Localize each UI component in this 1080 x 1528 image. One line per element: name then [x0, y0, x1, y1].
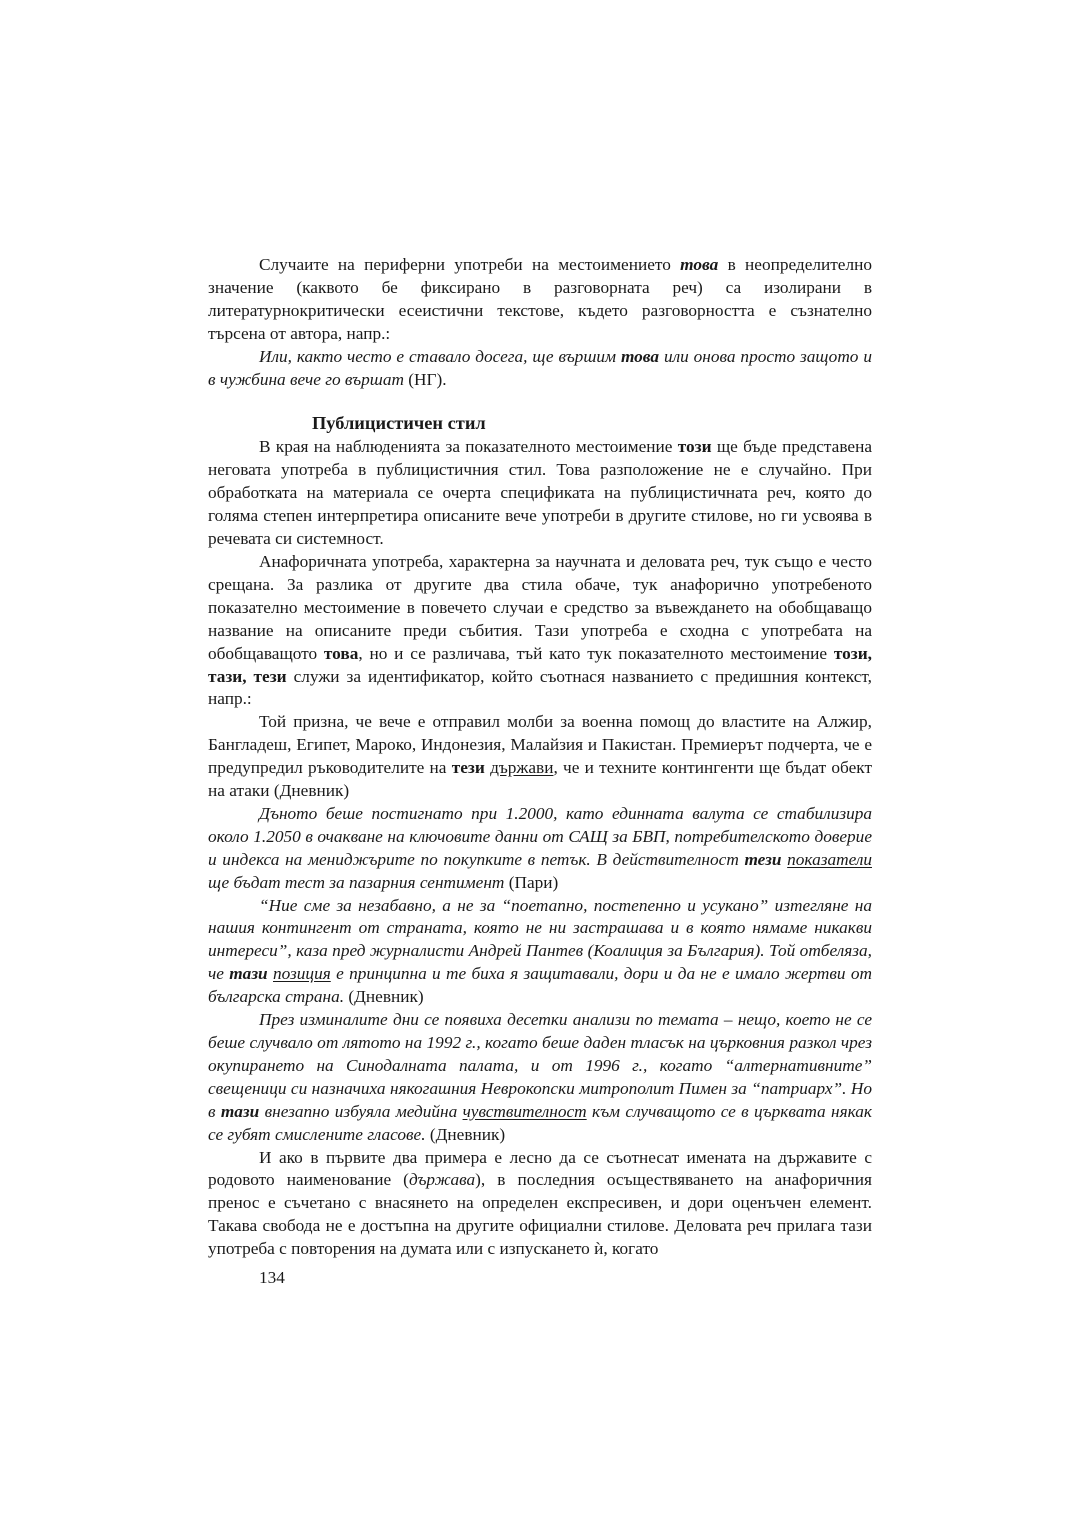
text-run: Той призна, че вече е отправил молби за военна помощ до властите на Алжир, Бангладеш, Египет, Мароко, Индонезия, Малайзия и Пакистан. Премиерът подчерта, че е предупредил ръководителите на: [208, 712, 872, 778]
text-run: ще бъдат тест за пазарния сентимент: [208, 872, 505, 892]
paragraph: [208, 254, 872, 346]
text-run: тези: [744, 849, 782, 869]
text-run: (Дневник): [425, 1124, 506, 1144]
text-run: ще бъде представена неговата употреба в публицистичния стил. Това разположение не е случайно. При обработката на материала се очерта спецификата на публицистичната реч, която до голяма степен интерпретира описаните вече употреби в другите стилове, но ги усвоява в речевата си системност.: [208, 437, 872, 549]
text-run: тези: [451, 758, 485, 778]
text-run: През изминалите дни се появиха десетки анализи по темата – нещо, което не се беше случвало от лятото на 1992 г., когато беше даден тласък на църковния разкол чрез окупирането на Синодалната палата, и от 1996 г., когато “алтернативните” свещеници си назначиха някогашния Неврокопски митрополит Пимен за “патриарх”. Но в: [208, 1010, 872, 1121]
text-run: ), в последния осъществяването на анафоричния пренос е съчетано с внасянето на определен експресивен, и дори оценъчен елемент. Такава свобода не е достъпна на другите официални стилове. Деловата реч прилага тази употреба с повторения на думата или с изпускането ѝ, когато: [208, 1170, 872, 1259]
page-body: [208, 254, 872, 1261]
paragraph: [208, 436, 872, 551]
text-run: държави: [490, 758, 554, 778]
text-run: “Ние сме за незабавно, а не за “поетапно, постепенно и усукано” изтегляне на нашия контингент от страната, която не ни застрашава и в която нямаме никакви интереси”, каза пред журналисти Андрей Пантев (Коалиция за България). Той отбеляза, че: [208, 895, 872, 984]
text-run: Дъното беше постигнато при 1.2000, като единната валута се стабилизира около 1.2050 в очакване на ключовите данни от САЩ за БВП, потребителското доверие и индекса на мениджърите по покупките в петък. В действителност: [208, 803, 872, 869]
example-quote: [208, 1009, 872, 1146]
top-paragraphs: [208, 254, 872, 391]
text-run: това: [323, 643, 359, 663]
text-run: това: [620, 346, 660, 366]
section-paragraphs: [208, 436, 872, 1261]
text-run: този, тази, тези: [208, 643, 872, 686]
text-run: , но и се различава, тъй като тук показателното местоимение: [358, 643, 834, 663]
example-quote: [208, 711, 872, 803]
text-run: чувствителност: [462, 1101, 587, 1121]
section-heading: Публицистичен стил: [312, 413, 486, 434]
text-run: държава: [408, 1170, 476, 1190]
example-quote: [208, 895, 872, 1010]
text-run: служи за идентификатор, който съотнася названието с предишния контекст, напр.:: [208, 666, 872, 709]
text-run: , че и техните контингенти ще бъдат обект на атаки (Дневник): [208, 758, 873, 801]
text-run: е принципна и те биха я защитавали, дори и да не е имало жертви от българска страна.: [208, 964, 872, 1007]
text-run: Случаите на периферни употреби на местоимението: [259, 255, 681, 274]
text-run: Или, както често е ставало досега, ще вършим: [259, 346, 621, 366]
text-run: този: [677, 437, 712, 457]
text-run: внезапно избуяла медийна: [259, 1101, 463, 1121]
text-run: (Дневник): [344, 987, 424, 1007]
example-quote: [208, 803, 872, 895]
text-run: това: [680, 255, 719, 274]
text-run: позиция: [273, 964, 331, 984]
text-run: (НГ).: [403, 369, 447, 389]
text-run: тази: [220, 1101, 260, 1121]
text-run: или онова просто защото и в чужбина вече го вършат: [208, 346, 872, 389]
paragraph: [208, 1147, 872, 1262]
text-run: В края на наблюденията за показателното местоимение: [259, 437, 678, 457]
example-quote: [208, 346, 872, 392]
page-number: 134: [259, 1268, 285, 1287]
text-run: Анафоричната употреба, характерна за научната и деловата реч, тук също е често срещана. За разлика от другите два стила обаче, тук анафорично употребеното показателно местоимение в повечето случаи е средство за въвеждането на обобщаващо название на описаните преди събития. Тази употреба е сходна с употребата на обобщаващото: [208, 551, 872, 663]
text-run: (Пари): [504, 872, 559, 892]
paragraph: [208, 551, 872, 711]
text-run: в неопределително значение (каквото бе фиксирано в разговорната реч) са изолирани в литературнокритически есеистични текстове, където разговорността е съзнателно търсена от автора, напр.:: [208, 255, 872, 343]
text-run: към случващото се в църквата някак се губят смислените гласове.: [208, 1101, 872, 1144]
text-run: показатели: [787, 849, 872, 869]
text-run: тази: [229, 964, 268, 984]
text-run: И ако в първите два примера е лесно да се съотнесат имената на държавите с родовото наименование (: [208, 1147, 872, 1190]
